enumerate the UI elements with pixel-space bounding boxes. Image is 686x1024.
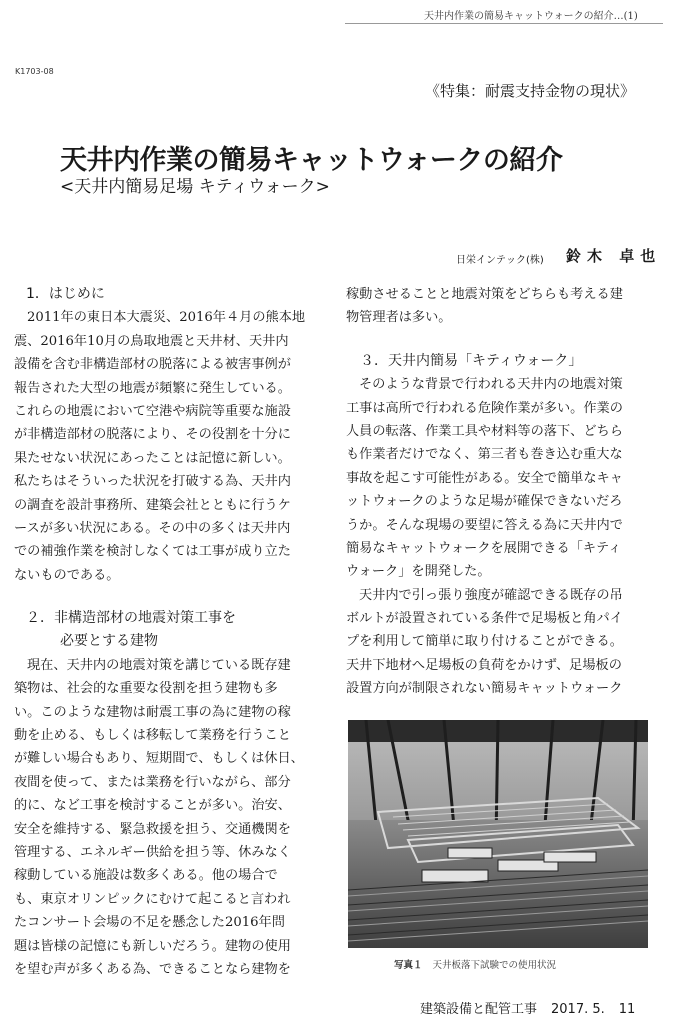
body-line: 設備を含む非構造部材の脱落による被害事例が: [14, 357, 291, 373]
body-line: 震、2016年10月の鳥取地震と天井材、天井内: [14, 333, 289, 349]
journal-name: 建築設備と配管工事: [420, 1002, 538, 1017]
body-line: での補強作業を検討しなくては工事が成り立た: [14, 544, 291, 560]
body-line: 的に、など工事を検討することが多い。治安、: [14, 798, 291, 814]
issue-date: 2017. 5.: [551, 1002, 605, 1017]
body-line: ウォーク」を開発した。: [346, 564, 491, 580]
body-line: 報告された大型の地震が頻繁に発生している。: [14, 380, 291, 396]
body-line: ットウォークのような足場が確保できないだろ: [346, 494, 623, 510]
body-line: ースが多い状況にある。その中の多くは天井内: [14, 520, 291, 536]
body-line: そのような背景で行われる天井内の地震対策: [359, 377, 623, 393]
body-line: 物管理者は多い。: [346, 310, 452, 326]
body-line: 現在、天井内の地震対策を講じている既存建: [27, 657, 291, 673]
body-line: たコンサート会場の不足を懸念した2016年問: [14, 915, 285, 931]
catwalk-photo: [348, 720, 648, 948]
article-code: K1703-08: [15, 67, 54, 76]
body-line: 築物は、社会的な重要な役割を担う建物も多: [14, 681, 278, 697]
author-affiliation: 日栄インテック(株): [456, 255, 544, 266]
body-line: 2011年の東日本大震災、2016年４月の熊本地: [27, 310, 306, 326]
section-2-body: [14, 654, 328, 981]
feature-label: 《特集：耐震支持金物の現状》: [425, 82, 636, 100]
author-name: 鈴木 卓也: [566, 247, 662, 265]
body-line: が非構造部材の脱落により、その役割を十分に: [14, 427, 291, 443]
body-line: も作業者だけでなく、第三者も巻き込む重大な: [346, 447, 623, 463]
body-line: 果たせない状況にあったことは記憶に新しい。: [14, 450, 291, 466]
section-gap: [14, 587, 328, 607]
body-line: を望む声が多くある為、できることなら建物を: [14, 961, 291, 977]
body-line: 管理する、エネルギー供給を担う等、休みなく: [14, 844, 291, 860]
body-line: うか。そんな現場の要望に答える為に天井内で: [346, 517, 623, 533]
body-line: 安全を維持する、緊急救援を担う、交通機関を: [14, 821, 291, 837]
section-2-heading-line2: 必要とする建物: [60, 633, 158, 650]
body-line: 天井内で引っ張り強度が確認できる既存の吊: [359, 587, 623, 603]
body-line: 事故を起こす可能性がある。安全で簡単なキャ: [346, 470, 623, 486]
body-line: 稼動させることと地震対策をどちらも考える建: [346, 287, 623, 302]
body-line: も、東京オリンピックにむけて起こると言われ: [14, 891, 291, 907]
page-number: 11: [618, 1002, 636, 1017]
figure-caption-text: 天井板落下試験での使用状況: [432, 960, 557, 971]
figure-label: 写真１: [394, 960, 423, 971]
body-line: 設置方向が制限されない簡易キャットウォーク: [346, 681, 623, 697]
body-line: の調査を設計事務所、建築会社とともに行うケ: [14, 497, 291, 513]
body-line: 夜間を使って、または業務を行いながら、部分: [14, 774, 291, 790]
body-line: 工事は高所で行われる危険作業が多い。作業の: [346, 400, 623, 416]
body-line: これらの地震において空港や病院等重要な施設: [14, 403, 291, 419]
figure-caption: [394, 957, 556, 971]
header-rule: [345, 23, 663, 24]
body-line: 簡易なキャットウォークを展開できる「キティ: [346, 540, 622, 556]
right-column: [346, 283, 656, 701]
body-line: プを利用して簡単に取り付けることができる。: [346, 634, 623, 650]
body-line: 天井下地材へ足場板の負荷をかけず、足場板の: [346, 657, 622, 673]
catwalk-photo-image: [348, 720, 648, 948]
left-column: [14, 283, 328, 981]
page-footer: [420, 998, 635, 1017]
running-head: 天井内作業の簡易キャットウォークの紹介…(1): [424, 11, 638, 22]
body-line: 稼動している施設は数多くある。他の場合で: [14, 868, 278, 884]
body-line: ボルトが設置されている条件で足場板と角パイ: [346, 611, 623, 627]
body-line: が難しい場合もあり、短期間で、もしくは休日、: [14, 751, 304, 767]
body-line: 人員の転落、作業工具や材料等の落下、どちら: [346, 423, 623, 439]
body-line: 動を止める、もしくは移転して業務を行うこと: [14, 728, 291, 744]
article-title: 天井内作業の簡易キャットウォークの紹介: [60, 145, 563, 176]
section-gap: [346, 330, 656, 350]
section-1-heading: 1．はじめに: [26, 286, 105, 302]
section-3-body: [346, 373, 656, 700]
body-line: 私たちはそういった状況を打破する為、天井内: [14, 474, 291, 490]
body-line: い。このような建物は耐震工事の為に建物の稼: [14, 704, 291, 720]
section-3-heading: ３．天井内簡易「キティウォーク」: [360, 352, 583, 369]
section-1-body: [14, 306, 328, 587]
body-line: 題は皆様の記憶にも新しいだろう。建物の使用: [14, 938, 291, 954]
article-subtitle: <天井内簡易足場 キティウォーク>: [60, 177, 330, 197]
body-line: ないものである。: [14, 567, 120, 583]
section-2-heading: ２．非構造部材の地震対策工事を: [26, 610, 236, 627]
